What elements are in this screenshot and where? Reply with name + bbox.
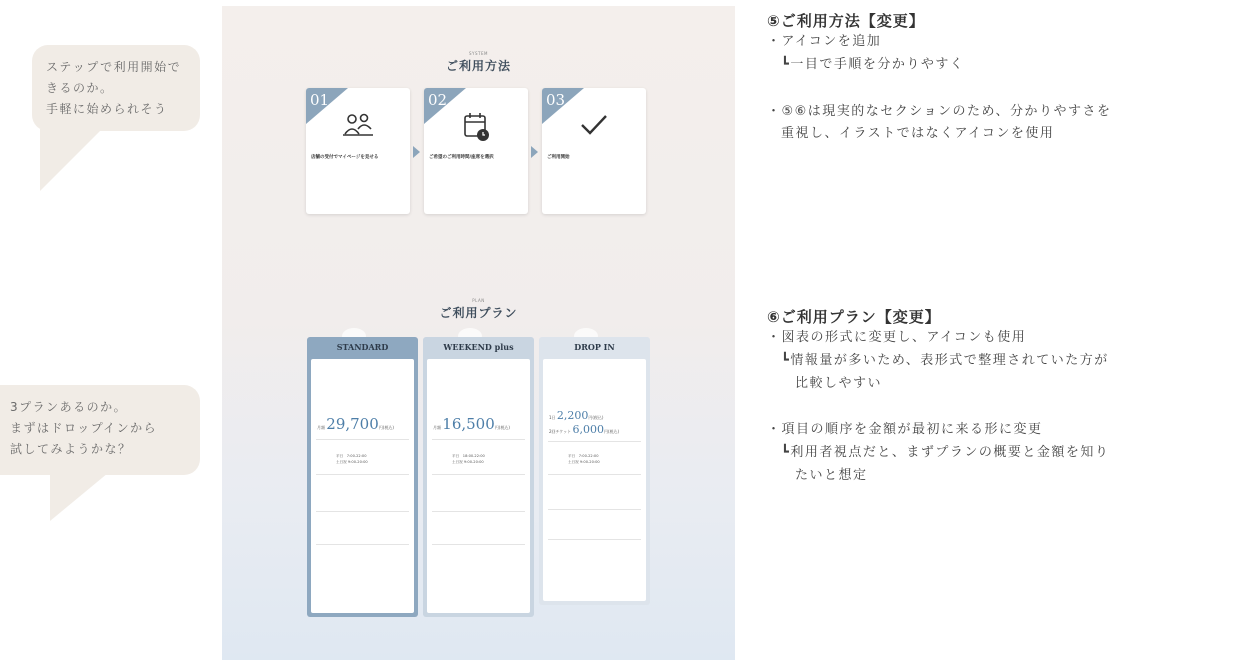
note-line: たいと想定 (795, 467, 868, 483)
note-line: 比較しやすい (795, 375, 883, 391)
note-line: ┗一目で手順を分かりやすく (781, 56, 965, 72)
plan-body (311, 359, 414, 613)
bubble-tail (50, 473, 108, 521)
note-line: 重視し、イラストではなくアイコンを使用 (781, 126, 1055, 142)
plan-label: PLAN (472, 298, 485, 303)
note-line: ┗利用者視点だと、まずプランの概要と金額を知り (781, 445, 1110, 460)
usage-section-title: ご利用方法 (445, 59, 511, 73)
step-number: 01 (310, 91, 330, 109)
people-icon (306, 110, 410, 144)
plan-card-weekend (423, 337, 534, 617)
bubble-tail (40, 129, 102, 191)
plan-card-standard (307, 337, 418, 617)
plan-hours: 平日 7:00-22:00 土日祝 9:00-20:00 (336, 454, 368, 464)
step-card-2 (424, 88, 528, 214)
bubble-line: 3プランあるのか。 (10, 400, 128, 414)
plan-hours: 平日 7:00-22:00 土日祝 9:00-20:00 (568, 454, 600, 464)
note-line: ・項目の順序を金額が最初に来る形に変更 (767, 422, 1043, 438)
bubble-line: ステップで利用開始で (46, 60, 182, 74)
bubble-line: 手軽に始められそう (46, 102, 168, 116)
bubble-line: 試してみようかな？ (10, 442, 132, 456)
note-line: ・図表の形式に変更し、アイコンも使用 (767, 330, 1027, 345)
plan-price: 1日 2,200円(税込) (549, 409, 604, 422)
step-card-3 (542, 88, 646, 214)
checkmark-icon (542, 110, 646, 144)
step-number: 03 (546, 91, 566, 109)
plan-name: STANDARD (336, 342, 389, 352)
note-line: ┗情報量が多いため、表形式で整理されていた方が (781, 352, 1109, 368)
step-number: 02 (428, 91, 448, 109)
step-card-1 (306, 88, 410, 214)
plan-price: 月額 16,500円(税込) (433, 415, 510, 433)
plan-body (427, 359, 530, 613)
plan-name: DROP IN (574, 342, 615, 352)
plan-body (543, 359, 646, 601)
bubble-line: きるのか。 (46, 81, 114, 95)
step-title: ご希望のご利用時間/座席を選択 (429, 155, 494, 160)
note-heading: ⑤ご利用方法【変更】 (767, 12, 925, 30)
calendar-clock-icon (424, 110, 528, 146)
plan-card-dropin (539, 337, 650, 605)
plan-name: WEEKEND plus (443, 342, 514, 352)
bubble-line: まずはドロップインから (10, 421, 158, 435)
plan-section-title: ご利用プラン (439, 306, 518, 320)
step-arrow (531, 146, 538, 158)
step-title: ご利用開始 (547, 155, 570, 160)
speech-bubble-plans (0, 385, 200, 475)
note-usage (767, 10, 1237, 146)
step-title: 店舗の受付でマイページを見せる (311, 155, 379, 160)
plan-hours: 平日 18:00-22:00 土日祝 9:00-20:00 (452, 454, 485, 464)
website-mockup (222, 6, 735, 660)
note-heading: ⑥ご利用プラン【変更】 (767, 308, 941, 326)
note-plans (767, 306, 1237, 488)
plan-price: 2回チケット 6,000円(税込) (549, 423, 620, 436)
plan-price: 月額 29,700円(税込) (317, 415, 394, 433)
note-line: ・アイコンを追加 (767, 34, 882, 49)
speech-bubble-steps (32, 45, 200, 131)
note-line: ・⑤⑥は現実的なセクションのため、分かりやすさを (767, 103, 1112, 119)
system-label: SYSTEM (469, 51, 488, 56)
step-arrow (413, 146, 420, 158)
